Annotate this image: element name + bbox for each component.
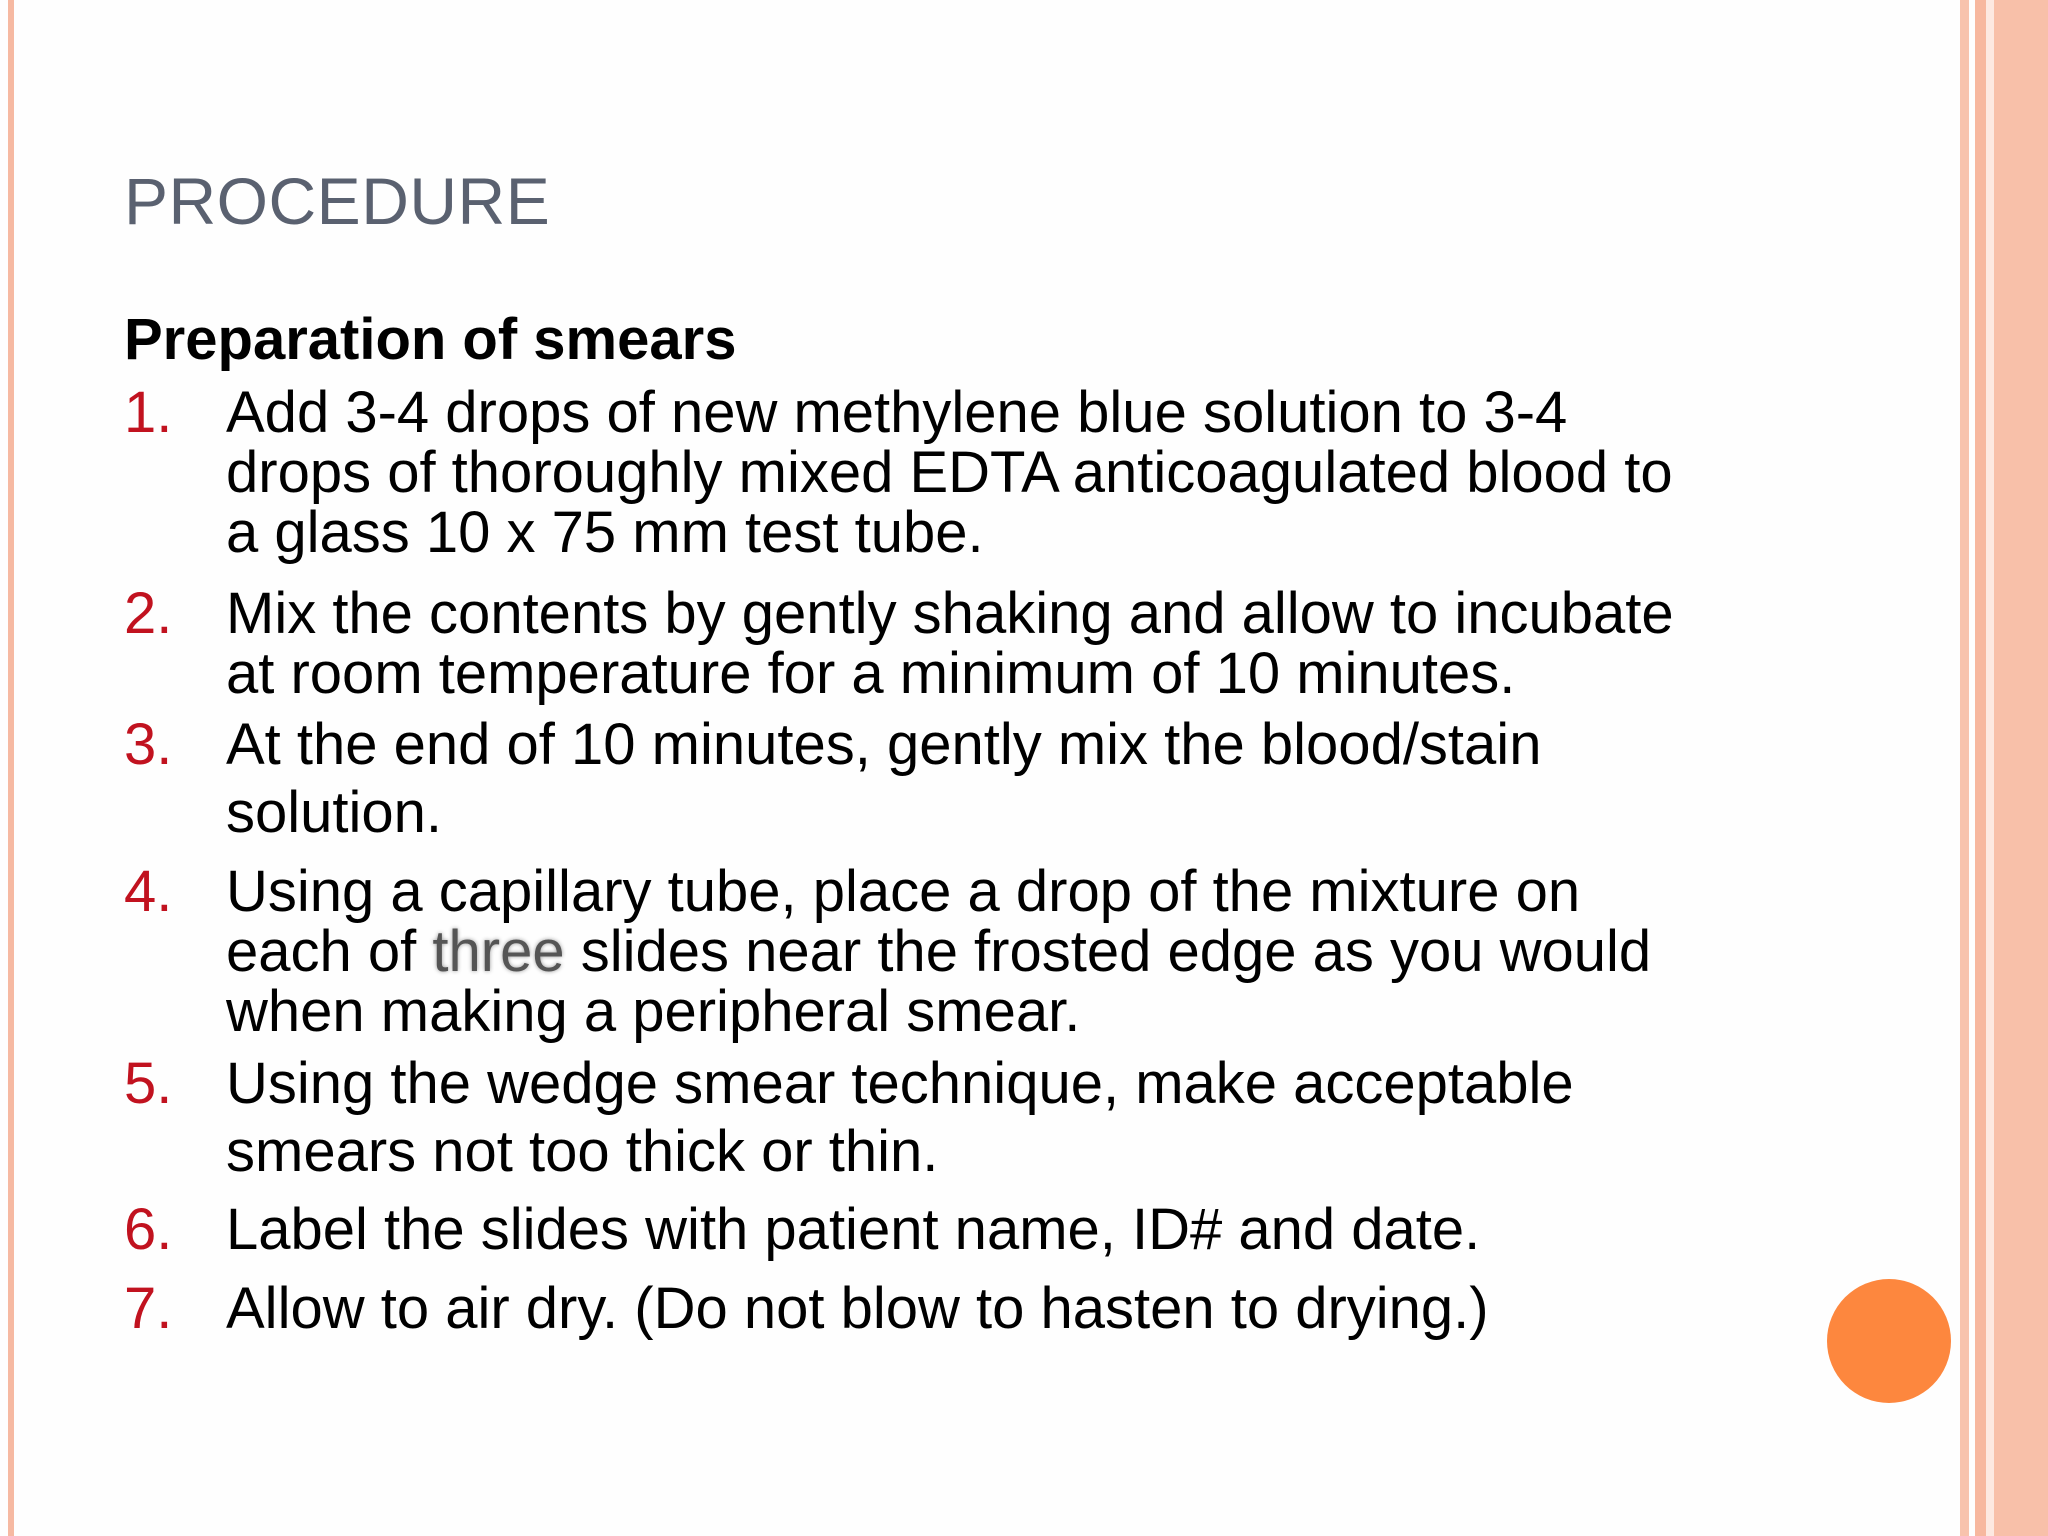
- step-line-segment: each of: [226, 919, 417, 984]
- step-number: 6.: [124, 1197, 173, 1262]
- step-number: 1.: [124, 380, 173, 445]
- step-line-segment: slides near the frosted edge as you would: [580, 919, 1652, 984]
- right-stripe-decoration: [1994, 0, 2048, 1536]
- step-line: Using the wedge smear technique, make acceptable: [226, 1051, 1574, 1116]
- step-number: 7.: [124, 1276, 173, 1341]
- step-line: Mix the contents by gently shaking and allow to incubate: [226, 581, 1674, 646]
- step-text: [226, 859, 1826, 1044]
- section-subheading: Preparation of smears: [124, 307, 737, 372]
- left-border-decoration: [8, 0, 14, 1536]
- highlighted-word: three: [432, 919, 565, 984]
- right-stripe-decoration: [1986, 0, 1994, 1536]
- step-line: when making a peripheral smear.: [226, 979, 1081, 1044]
- step-line: Allow to air dry. (Do not blow to hasten to drying.): [226, 1276, 1489, 1341]
- step-text: [226, 1276, 1826, 1341]
- step-number: 3.: [124, 712, 173, 777]
- orange-circle-decoration: [1827, 1279, 1951, 1403]
- step-text: [226, 1051, 1826, 1184]
- step-text: [226, 380, 1826, 565]
- step-number: 2.: [124, 581, 173, 646]
- step-line: Add 3-4 drops of new methylene blue solution to 3-4: [226, 380, 1568, 445]
- right-stripe-decoration: [1960, 0, 1969, 1536]
- step-number: 4.: [124, 859, 173, 924]
- step-line: Using a capillary tube, place a drop of the mixture on: [226, 859, 1581, 924]
- step-line: solution.: [226, 780, 443, 845]
- step-line: [226, 919, 1826, 984]
- step-text: [226, 712, 1826, 845]
- right-stripe-decoration: [1975, 0, 1986, 1536]
- step-line: Label the slides with patient name, ID# and date.: [226, 1197, 1481, 1262]
- step-line: drops of thoroughly mixed EDTA anticoagulated blood to: [226, 440, 1673, 505]
- slide-title: PROCEDURE: [124, 164, 551, 238]
- step-line: a glass 10 x 75 mm test tube.: [226, 500, 984, 565]
- step-line: At the end of 10 minutes, gently mix the blood/stain: [226, 712, 1542, 777]
- step-text: [226, 1197, 1826, 1262]
- step-text: [226, 581, 1826, 706]
- step-number: 5.: [124, 1051, 173, 1116]
- step-line: at room temperature for a minimum of 10 minutes.: [226, 641, 1516, 706]
- step-line: smears not too thick or thin.: [226, 1119, 939, 1184]
